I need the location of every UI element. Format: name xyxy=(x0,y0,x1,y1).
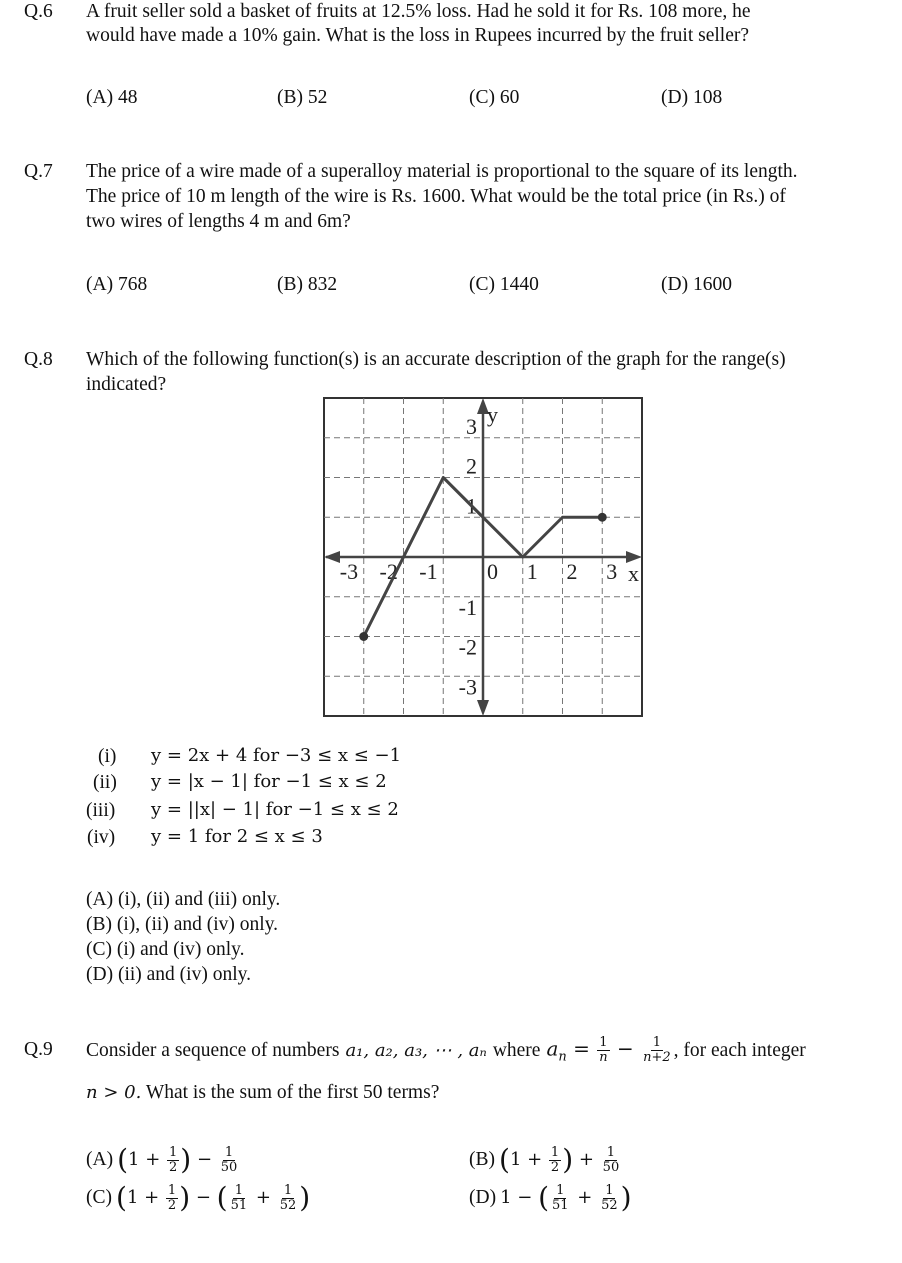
q6-text-line2: would have made a 10% gain. What is the loss in Rupees incurred by the fruit seller? xyxy=(86,25,749,46)
q9-question: What is the sum of the first 50 terms? xyxy=(145,1082,440,1103)
q9-number: Q.9 xyxy=(24,1039,53,1060)
statement-iii-label: (iii) xyxy=(86,800,116,821)
y-tick-label: 3 xyxy=(466,413,477,439)
q9-option-a-label: (A) xyxy=(86,1148,114,1170)
x-tick-label: 1 xyxy=(526,559,538,584)
q9-option-d[interactable] xyxy=(469,1181,632,1215)
statement-iii-math: y = ||x| − 1| for −1 ≤ x ≤ 2 xyxy=(151,799,399,820)
q7-text-line3: two wires of lengths 4 m and 6m? xyxy=(86,211,351,232)
y-tick-label: 2 xyxy=(466,453,477,479)
x-axis-label: x xyxy=(628,561,639,586)
q8-option-b[interactable]: (B) (i), (ii) and (iv) only. xyxy=(86,914,279,935)
q9-option-b-label: (B) xyxy=(469,1148,495,1170)
q8-option-d[interactable]: (D) (ii) and (iv) only. xyxy=(86,964,251,985)
q6-option-b[interactable]: (B) 52 xyxy=(277,87,328,108)
q6-option-d[interactable]: (D) 108 xyxy=(661,87,723,108)
q7-text-line2: The price of 10 m length of the wire is Rs. 1600. What would be the total price (in Rs.) of xyxy=(86,186,786,207)
q8-text-line2: indicated? xyxy=(86,374,167,395)
y-tick-label: -1 xyxy=(458,594,477,620)
x-tick-label: 2 xyxy=(566,559,578,584)
x-tick-label: 0 xyxy=(487,559,498,584)
q7-option-b[interactable]: (B) 832 xyxy=(277,274,338,295)
graph-endpoint-dot xyxy=(359,632,368,641)
q9-sequence: a₁, a₂, a₃, ⋯ , aₙ xyxy=(345,1039,487,1061)
q7-number: Q.7 xyxy=(24,161,53,182)
q9-option-b-expr: (1 + $\frac{1}{2}$ ) + $\frac{1}{50}$ xyxy=(499,1143,620,1177)
q9-option-c[interactable] xyxy=(86,1181,311,1215)
q6-text-line1: A fruit seller sold a basket of fruits at 12.5% loss. Had he sold it for Rs. 108 more, he xyxy=(86,1,751,22)
q8-option-a[interactable]: (A) (i), (ii) and (iii) only. xyxy=(86,889,281,910)
y-axis-label: y xyxy=(487,402,498,427)
q9-option-b[interactable] xyxy=(469,1143,622,1177)
statement-iv-label: (iv) xyxy=(87,827,116,848)
q8-option-c[interactable]: (C) (i) and (iv) only. xyxy=(86,939,245,960)
q9-option-d-label: (D) xyxy=(469,1186,497,1208)
y-tick-label: -3 xyxy=(458,674,477,700)
graph-endpoint-dot xyxy=(598,513,607,522)
q6-number: Q.6 xyxy=(24,1,53,22)
statement-i-math: y = 2x + 4 for −3 ≤ x ≤ −1 xyxy=(151,745,402,766)
q9-option-c-label: (C) xyxy=(86,1186,112,1208)
q6-option-a[interactable]: (A) 48 xyxy=(86,87,138,108)
x-tick-label: -3 xyxy=(339,559,359,584)
q9-an-formula: $a_n$ = $\frac{1}{n}$ − $\frac{1}{n+2}$ xyxy=(546,1035,671,1065)
q7-option-d[interactable]: (D) 1600 xyxy=(661,274,732,295)
y-tick-label: -2 xyxy=(458,634,477,660)
q9-option-a-expr: (1 + $\frac{1}{2}$ ) − $\frac{1}{50}$ xyxy=(117,1143,238,1177)
statement-i-label: (i) xyxy=(98,746,117,767)
q8-number: Q.8 xyxy=(24,349,53,370)
x-tick-label: 3 xyxy=(606,559,618,584)
q9-prefix: Consider a sequence of numbers xyxy=(86,1039,340,1061)
q7-option-a[interactable]: (A) 768 xyxy=(86,274,148,295)
statement-ii-label: (ii) xyxy=(93,772,117,793)
q9-suffix: , for each integer xyxy=(673,1039,806,1061)
q9-text-line1 xyxy=(86,1036,806,1066)
q6-option-c[interactable]: (C) 60 xyxy=(469,87,520,108)
q9-text-line2 xyxy=(86,1081,439,1105)
y-tick-label: 1 xyxy=(466,493,477,519)
statement-iv-math: y = 1 for 2 ≤ x ≤ 3 xyxy=(151,826,323,847)
q9-option-a[interactable] xyxy=(86,1143,240,1177)
q9-condition: n > 0. xyxy=(86,1082,142,1103)
q9-option-d-expr: 1 − ( $\frac{1}{51}$ + $\frac{1}{52}$ ) xyxy=(500,1181,632,1215)
q8-text-line1: Which of the following function(s) is an accurate description of the graph for the range(s) xyxy=(86,349,786,370)
x-tick-label: -2 xyxy=(379,559,398,584)
x-tick-label: -1 xyxy=(419,559,438,584)
q7-option-c[interactable]: (C) 1440 xyxy=(469,274,539,295)
statement-ii-math: y = |x − 1| for −1 ≤ x ≤ 2 xyxy=(151,771,387,792)
q9-where: where xyxy=(492,1039,541,1061)
q9-option-c-expr: (1 + $\frac{1}{2}$ ) − ( $\frac{1}{51}$ + $\frac{1}{52}$ ) xyxy=(116,1181,311,1215)
q7-text-line1: The price of a wire made of a superalloy material is proportional to the square of its length. xyxy=(86,161,798,182)
